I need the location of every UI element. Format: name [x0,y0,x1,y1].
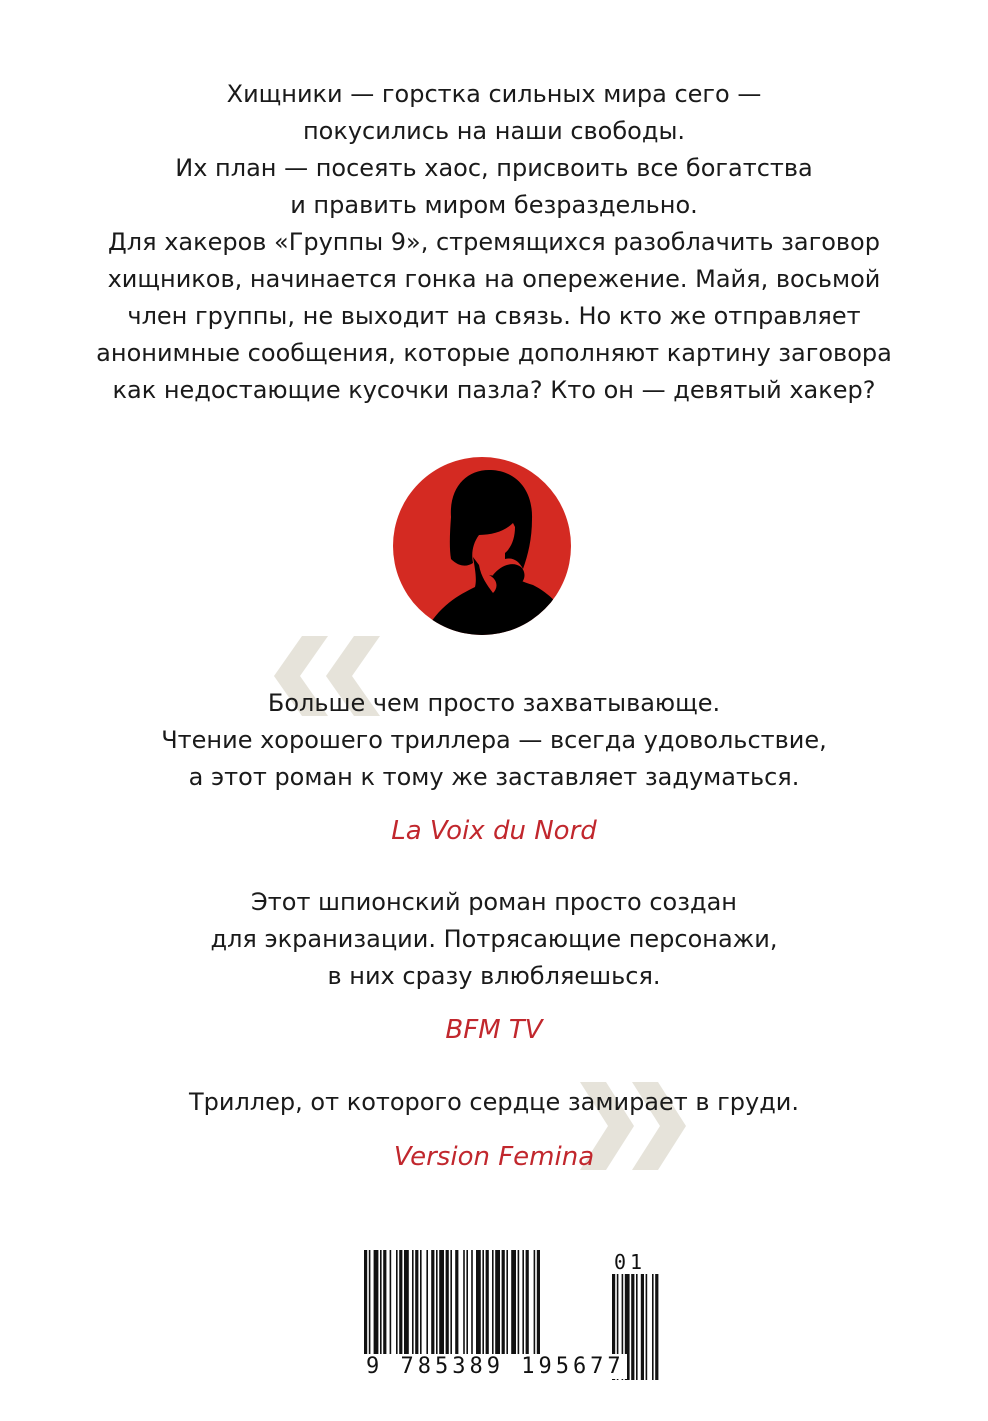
review-line: Этот шпионский роман просто создан [251,888,737,916]
barcode-bar [537,1250,540,1358]
barcode-bar [369,1250,371,1358]
review-quote [60,1084,928,1121]
barcode-bar [390,1250,392,1358]
barcode-bar [420,1250,422,1358]
barcode-bar [374,1250,379,1358]
barcode-addon-bar [631,1274,634,1380]
blurb-line: как недостающие кусочки пазла? Кто он — девятый хакер? [112,376,876,404]
review-line: для экранизации. Потрясающие персонажи, [210,925,778,953]
barcode-bar [502,1250,505,1358]
review-line: Больше чем просто захватывающе. [267,689,721,717]
barcode-bar [476,1250,481,1358]
review-quote [60,884,928,995]
barcode-bar [396,1250,398,1358]
barcode-bar [364,1250,367,1358]
review-source: Version Femina [393,1142,595,1172]
barcode-bar [522,1250,524,1358]
barcode-addon-bar [652,1274,654,1380]
barcode-bar [450,1250,452,1358]
barcode-bar [383,1250,386,1358]
blurb-line: Хищники — горстка сильных мира сего — [226,80,762,108]
blurb-line: хищников, начинается гонка на опережение. Майя, восьмой [107,265,881,293]
barcode-bar [486,1250,489,1358]
barcode-bar [466,1250,468,1358]
blurb-line: анонимные сообщения, которые дополняют картину заговора [96,339,892,367]
blurb-line: член группы, не выходит на связь. Но кто же отправляет [127,302,861,330]
barcode-addon-bar [655,1274,658,1380]
blurb-line: покусились на наши свободы. [302,117,686,145]
barcode-bar [436,1250,438,1358]
barcode-bar [380,1250,382,1358]
barcode-bar [471,1250,473,1358]
barcode-bar [495,1250,500,1358]
blurb-line: Их план — посеять хаос, присвоить все богатства [175,154,813,182]
barcode-bar [439,1250,444,1358]
barcode-addon-bar [636,1274,638,1380]
review-line: Триллер, от которого сердце замирает в груди. [188,1088,800,1116]
review-source: BFM TV [445,1015,543,1045]
barcode-bar [399,1250,402,1358]
barcode-bar [492,1250,494,1358]
review-quote [60,685,928,796]
barcode-bar [526,1250,529,1358]
barcode-bar [446,1250,449,1358]
barcode-addon-bar [641,1274,644,1380]
book-blurb [60,76,928,409]
barcode-bar [431,1250,434,1358]
barcode-addon-digits: 01 [614,1250,647,1274]
review-line: а этот роман к тому же заставляет задуматься. [188,763,800,791]
barcode-bar [518,1250,520,1358]
barcode-bar [463,1250,465,1358]
barcode-bar [455,1250,458,1358]
barcode-bar [426,1250,428,1358]
review-line: в них сразу влюбляешься. [327,962,661,990]
barcode-bar [506,1250,508,1358]
barcode-digits: 9 785389 195677 [366,1354,625,1379]
barcode-bar [404,1250,409,1358]
blurb-line: Для хакеров «Группы 9», стремящихся разоблачить заговор [108,228,880,256]
barcode-addon-bar [646,1274,648,1380]
barcode-bar [415,1250,418,1358]
barcode-bar [412,1250,414,1358]
barcode-bar [482,1250,484,1358]
blurb-line: и править миром безраздельно. [290,191,698,219]
review-line: Чтение хорошего триллера — всегда удовольствие, [161,726,827,754]
review-source: La Voix du Nord [391,816,597,846]
woman-silhouette-icon [393,457,571,635]
barcode-bar [511,1250,516,1358]
barcode-bar [534,1250,536,1358]
